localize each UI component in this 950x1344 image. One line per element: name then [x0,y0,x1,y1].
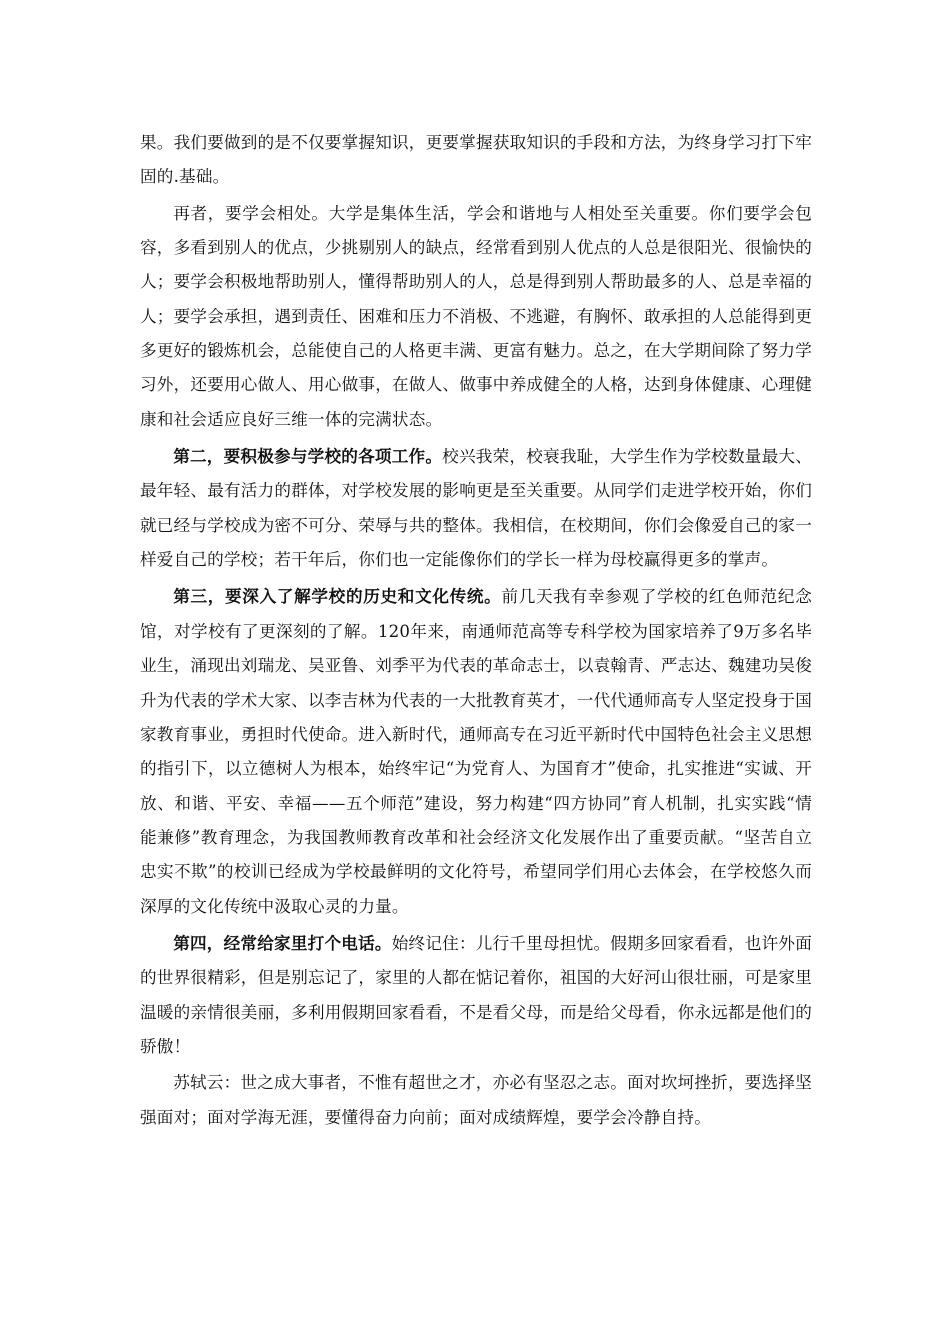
paragraph-point-two [140,439,812,577]
paragraph-learn-to-get-along [140,197,812,437]
paragraph-su-shi-quote [140,1066,812,1135]
paragraph-heading: 第四，经常给家里打个电话。 [173,932,392,953]
paragraph-text: 苏轼云：世之成大事者，不惟有超世之才，亦必有坚忍之志。面对坎坷挫折，要选择坚强面对；面对学海无涯，要懂得奋力向前；面对成绩辉煌，要学会冷静自持。 [140,1073,812,1127]
paragraph-heading: 第三，要深入了解学校的历史和文化传统。 [173,586,502,607]
document-body [140,126,812,1137]
paragraph-text: 始终记住：儿行千里母担忧。假期多回家看看，也许外面的世界很精彩，但是别忘记了，家里的人都在惦记着你，祖国的大好河山很壮丽，可是家里温暖的亲情很美丽，多利用假期回家看看，不是看父母，而是给父母看，你永远都是他们的骄傲！ [140,933,812,1056]
paragraph-continuation [140,126,812,195]
paragraph-text: 前几天我有幸参观了学校的红色师范纪念馆，对学校有了更深刻的了解。120年来，南通师范高等专科学校为国家培养了9万多名毕业生，涌现出刘瑞龙、吴亚鲁、刘季平为代表的革命志士，以袁翰青、严志达、魏建功吴俊升为代表的学术大家、以李吉林为代表的一大批教育英才，一代代通师高专人坚定投身于国家教育事业，勇担时代使命。进入新时代，通师高专在习近平新时代中国特色社会主义思想的指引下，以立德树人为根本，始终牢记“为党育人、为国育才”使命，扎实推进“实诚、开放、和谐、平安、幸福——五个师范”建设，努力构建“四方协同”育人机制，扎实实践“情能兼修”教育理念，为我国教师教育改革和社会经济文化发展作出了重要贡献。“坚苦自立忠实不欺”的校训已经成为学校最鲜明的文化符号，希望同学们用心去体会，在学校悠久而深厚的文化传统中汲取心灵的力量。 [140,587,812,916]
paragraph-point-three [140,579,812,923]
paragraph-text: 校兴我荣，校衰我耻，大学生作为学校数量最大、最年轻、最有活力的群体，对学校发展的影响更是至关重要。从同学们走进学校开始，你们就已经与学校成为密不可分、荣辱与共的整体。我相信，在校期间，你们会像爱自己的家一样爱自己的学校；若干年后，你们也一定能像你们的学长一样为母校赢得更多的掌声。 [140,447,812,570]
paragraph-point-four [140,926,812,1064]
paragraph-text: 果。我们要做到的是不仅要掌握知识，更要掌握获取知识的手段和方法，为终身学习打下牢固的.基础。 [140,133,812,187]
paragraph-text: 再者，要学会相处。大学是集体生活，学会和谐地与人相处至关重要。你们要学会包容，多看到别人的优点，少挑剔别人的缺点，经常看到别人优点的人总是很阳光、很愉快的人；要学会积极地帮助别人，懂得帮助别人的人，总是得到别人帮助最多的人、总是幸福的人；要学会承担，遇到责任、困难和压力不消极、不逃避，有胸怀、敢承担的人总能得到更多更好的锻炼机会，总能使自己的人格更丰满、更富有魅力。总之，在大学期间除了努力学习外，还要用心做人、用心做事，在做人、做事中养成健全的人格，达到身体健康、心理健康和社会适应良好三维一体的完满状态。 [140,203,812,429]
paragraph-heading: 第二，要积极参与学校的各项工作。 [173,446,443,467]
